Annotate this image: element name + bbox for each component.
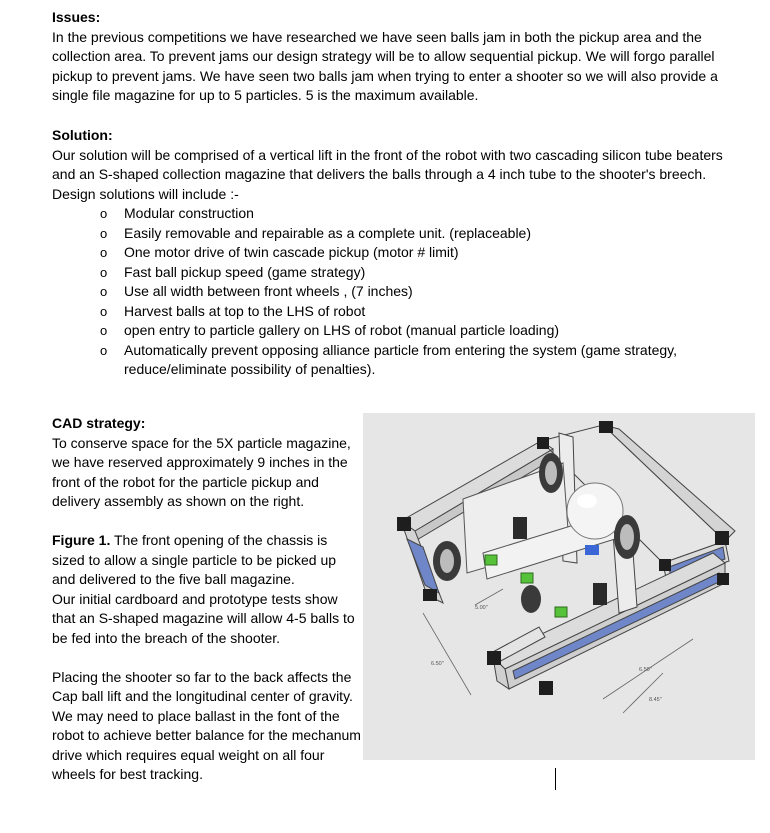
- solution-paragraph: Our solution will be comprised of a vertical lift in the front of the robot with two cascading silicon tube beaters and an S-shaped collection magazine that delivers the balls through a 4 inch tube to the shooter's breech.: [52, 146, 723, 182]
- design-solutions-list: [52, 204, 742, 380]
- solution-heading: Solution:: [52, 127, 113, 143]
- list-item: o Fast ball pickup speed (game strategy): [52, 263, 742, 283]
- cad-paragraph-2: Our initial cardboard and prototype tests show that an S-shaped magazine will allow 4-5 balls to be fed into the breach of the shooter.: [52, 590, 355, 646]
- cad-paragraph-3: Placing the shooter so far to the back affects the Cap ball lift and the longitudinal center of gravity. We may need to place ballast in the font of the robot to achieve better balance for the mechanum drive which requires equal weight on all four wheels for best tracking.: [52, 668, 361, 782]
- list-item: o Harvest balls at top to the LHS of robot: [52, 302, 742, 322]
- bullet-icon: o: [100, 245, 108, 260]
- bullet-icon: o: [100, 206, 108, 221]
- bullet-icon: o: [100, 225, 108, 241]
- bullet-icon: o: [100, 284, 108, 299]
- cad-section: [52, 414, 362, 785]
- issues-paragraph: In the previous competitions we have researched we have seen balls jam in both the pickup area and the collection area. To prevent jams our design strategy will be to allow sequential pickup. We will forgo parallel pickup to prevent jams. We have seen two balls jam when trying to enter a shooter so we will also provide a single file magazine for up to 5 particles. 5 is the maximum available.: [52, 28, 718, 103]
- list-item: o Use all width between front wheels , (7 inches): [52, 282, 742, 302]
- cad-heading: CAD strategy:: [52, 415, 146, 431]
- dimension-label: 6.50": [431, 661, 444, 667]
- list-item: o open entry to particle gallery on LHS of robot (manual particle loading): [52, 321, 742, 341]
- bullet-icon: o: [100, 264, 108, 280]
- list-item: o Modular construction: [52, 204, 742, 224]
- figure-caption: [52, 531, 362, 590]
- cad-figure: [363, 413, 755, 760]
- issues-section: [52, 8, 732, 106]
- list-item: o Automatically prevent opposing alliance particle from entering the system (game strategy, reduce/eliminate possibility of penalties).: [100, 341, 678, 377]
- dimension-label: 8.45": [649, 697, 662, 703]
- solution-intro: Design solutions will include :-: [52, 185, 239, 202]
- cad-paragraph-1: To conserve space for the 5X particle magazine, we have reserved approximately 9 inches in the front of the robot for the particle pickup and delivery assembly as shown on the right.: [52, 434, 351, 509]
- issues-heading: Issues:: [52, 9, 101, 25]
- list-item: o One motor drive of twin cascade pickup (motor # limit): [52, 243, 742, 263]
- bullet-icon: o: [100, 342, 108, 358]
- bullet-icon: o: [100, 303, 108, 319]
- dimension-label: 5.00": [475, 605, 488, 611]
- robot-cad-render: [363, 413, 755, 760]
- figure-caption-text: The front opening of the chassis is sized to allow a single particle to be picked up and delivered to the five ball magazine.: [52, 532, 337, 587]
- solution-section: [52, 126, 742, 380]
- list-item: o Easily removable and repairable as a complete unit. (replaceable): [52, 224, 742, 244]
- figure-label: Figure 1.: [52, 532, 111, 548]
- bullet-icon: o: [100, 323, 108, 338]
- dimension-label: 6.50": [639, 667, 652, 673]
- text-cursor: [555, 768, 556, 790]
